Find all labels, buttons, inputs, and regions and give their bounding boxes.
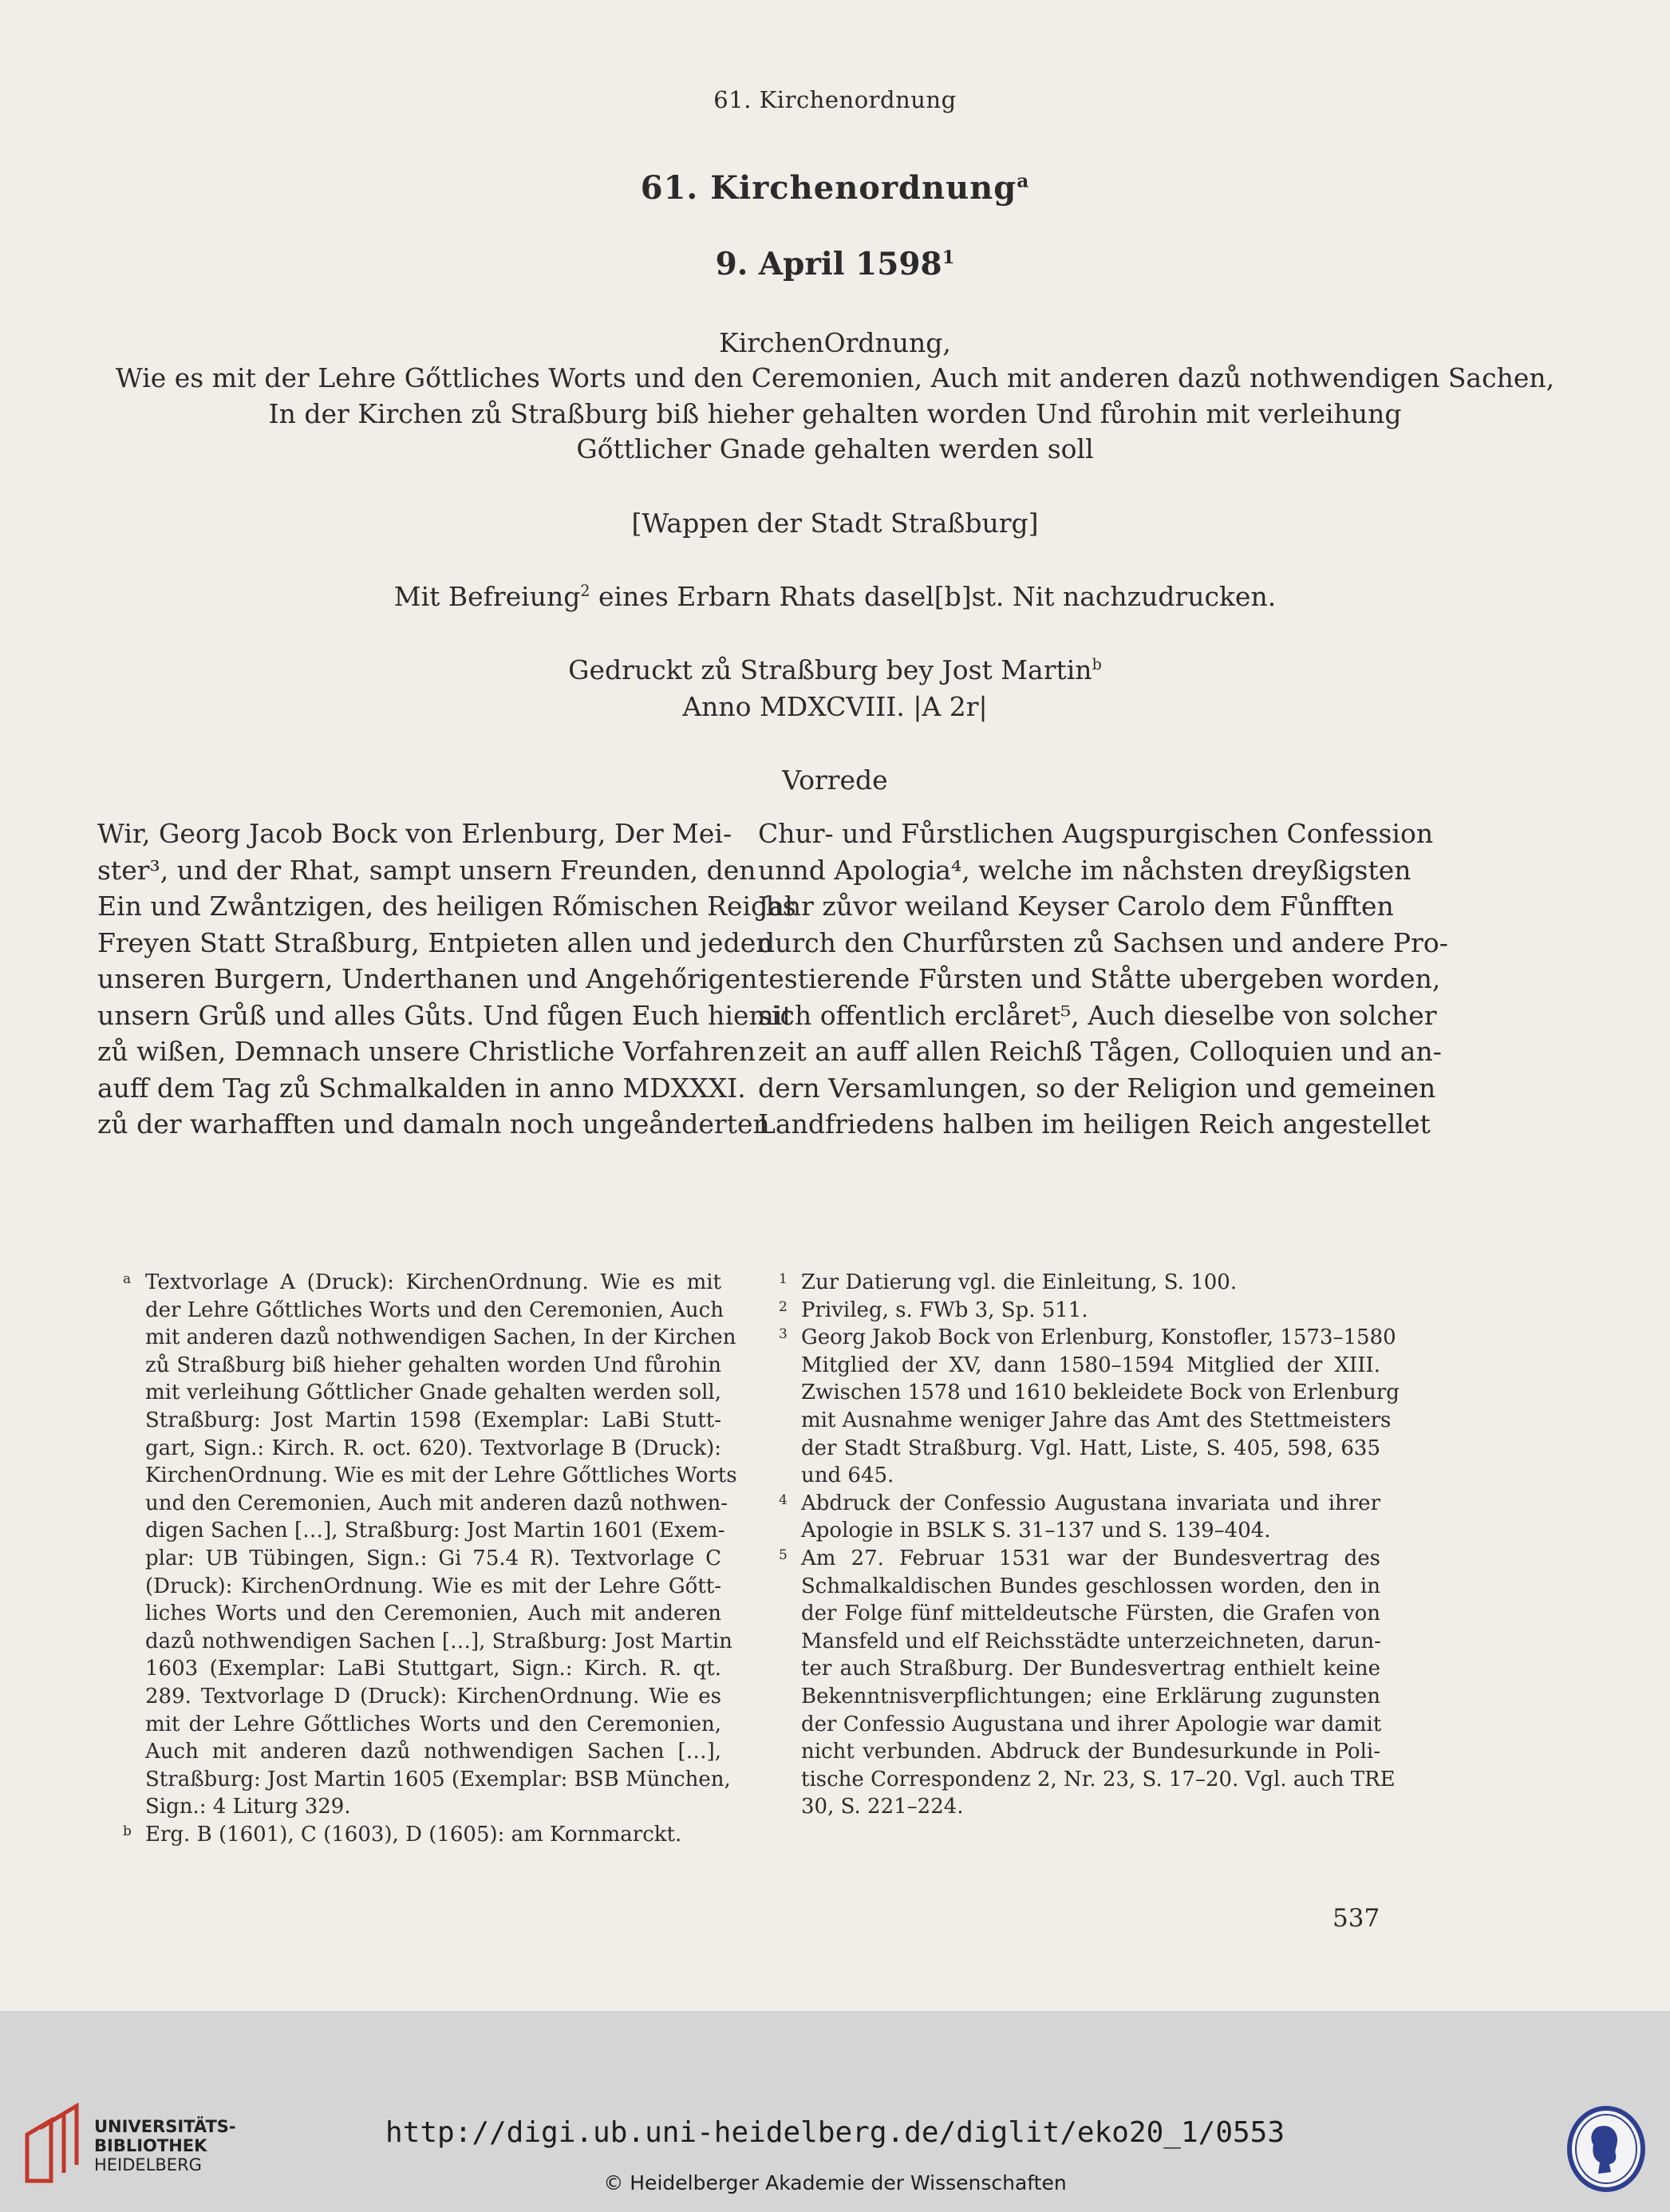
footnote-line: tische Correspondenz 2, Nr. 23, S. 17–20. Vgl. auch TRE	[801, 1767, 1396, 1791]
footnote-line: gart, Sign.: Kirch. R. oct. 620). Textvorlage B (Druck):	[145, 1436, 721, 1460]
footnote-line: liches Worts und den Ceremonien, Auch mit anderen	[145, 1602, 721, 1626]
body-line: ster³, und der Rhat, sampt unsern Freunden, den	[97, 854, 756, 886]
footnotes-right	[776, 1269, 1400, 1821]
footnote-line: Bekenntnisverpflichtungen; eine Erklärung zugunsten	[801, 1684, 1380, 1708]
imprint-year: Anno MDXCVIII. |A 2r|	[682, 691, 988, 722]
footnote	[776, 1490, 1380, 1545]
footnote	[776, 1297, 1380, 1325]
body-line: zů wißen, Demnach unsere Christliche Vorfahren	[97, 1036, 756, 1067]
footnote-line: Georg Jakob Bock von Erlenburg, Konstofler, 1573–1580	[801, 1325, 1396, 1350]
footnote-mark: 2	[779, 1298, 788, 1315]
footnote-mark: 1	[779, 1271, 788, 1287]
footnote-line: der Stadt Straßburg. Vgl. Hatt, Liste, S. 405, 598, 635	[801, 1436, 1380, 1460]
footnote-mark: 3	[779, 1326, 788, 1343]
footnote-line: 30, S. 221–224.	[801, 1795, 964, 1819]
footnote-mark: 5	[779, 1546, 788, 1563]
footnote-line: und den Ceremonien, Auch mit anderen dazů nothwen-	[145, 1491, 728, 1515]
footnote-line: zů Straßburg biß hieher gehalten worden Und fůrohin	[145, 1353, 721, 1377]
document-date: 9. April 1598$^1$	[715, 246, 955, 282]
footnote-line: Zwischen 1578 und 1610 bekleidete Bock von Erlenburg	[801, 1381, 1400, 1405]
title-page-line-2: Wie es mit der Lehre Gőttliches Worts und den Ceremonien, Auch mit anderen dazů nothwendigen Sachen,	[115, 362, 1555, 393]
footnotes-left	[120, 1269, 737, 1848]
footnote	[776, 1324, 1400, 1490]
footnote-line: Erg. B (1601), C (1603), D (1605): am Kornmarckt.	[145, 1822, 682, 1847]
body-line: Chur- und Fůrstlichen Augspurgischen Confession	[758, 818, 1434, 849]
footnote-line: dazů nothwendigen Sachen […], Straßburg: Jost Martin	[145, 1629, 732, 1653]
footnote-line: der Confessio Augustana und ihrer Apologie war damit	[801, 1712, 1382, 1736]
body-line: Ein und Zwåntzigen, des heiligen Rőmischen Reichs	[97, 891, 796, 922]
footnote-line: und 645.	[801, 1463, 894, 1488]
body-line: Wir, Georg Jacob Bock von Erlenburg, Der Mei-	[97, 818, 732, 849]
body-line: zeit an auff allen Reichß Tågen, Colloquien und an-	[758, 1036, 1442, 1067]
footnote-line: (Druck): KirchenOrdnung. Wie es mit der Lehre Gőtt-	[145, 1574, 721, 1598]
footnote-line: Mansfeld und elf Reichsstädte unterzeichneten, darun-	[801, 1629, 1381, 1653]
footnote-line: mit Ausnahme weniger Jahre das Amt des Stettmeisters	[801, 1408, 1392, 1432]
preface-heading: Vorrede	[782, 764, 888, 796]
date-note-mark: 1	[942, 247, 955, 268]
body-column-left	[97, 816, 796, 1143]
academy-seal-icon	[1566, 2105, 1646, 2193]
copyright-notice: © Heidelberger Akademie der Wissenschaften	[603, 2171, 1067, 2194]
body-line: testierende Fůrsten und Ståtte ubergeben worden,	[758, 963, 1441, 994]
body-line: Freyen Statt Straßburg, Entpieten allen und jeden	[97, 926, 773, 958]
footnote-line: der Lehre Gőttliches Worts und den Ceremonien, Auch	[145, 1298, 724, 1322]
footnote-line: 1603 (Exemplar: LaBi Stuttgart, Sign.: Kirch. R. qt.	[145, 1657, 721, 1681]
footnote-line: KirchenOrdnung. Wie es mit der Lehre Gőttliches Worts	[145, 1463, 737, 1488]
body-line: zů der warhafften und damaln noch ungeånderten	[97, 1108, 770, 1140]
footnote-line: nicht verbunden. Abdruck der Bundesurkunde in Poli-	[801, 1740, 1380, 1764]
footnote-line: Schmalkaldischen Bundes geschlossen worden, den in	[801, 1574, 1380, 1598]
library-name: UNIVERSITÄTS- BIBLIOTHEK HEIDELBERG	[94, 2117, 236, 2174]
body-line: Landfriedens halben im heiligen Reich angestellet	[758, 1108, 1431, 1140]
title-note-mark: a	[1017, 170, 1030, 192]
footnote-mark: a	[123, 1271, 132, 1287]
body-line: unseren Burgern, Underthanen und Angehőrigen	[97, 963, 758, 994]
footnote-line: Privileg, s. FWb 3, Sp. 511.	[801, 1298, 1088, 1322]
footnote-line: Textvorlage A (Druck): KirchenOrdnung. Wie es mit	[145, 1270, 721, 1294]
body-line: dern Versamlungen, so der Religion und gemeinen	[758, 1072, 1436, 1104]
privilege-note-mark: 2	[580, 582, 590, 600]
footnote-line: Abdruck der Confessio Augustana invariata und ihrer	[801, 1491, 1380, 1515]
footnote-line: Straßburg: Jost Martin 1605 (Exemplar: BSB München,	[145, 1767, 731, 1791]
footnote	[120, 1269, 737, 1821]
privilege-line: Mit Befreiung$^2$ eines Erbarn Rhats dasel[b]st. Nit nachzudrucken.	[393, 581, 1277, 612]
running-head: 61. Kirchenordnung	[713, 86, 957, 113]
footnote-line: plar: UB Tübingen, Sign.: Gi 75.4 R). Textvorlage C	[145, 1546, 721, 1570]
printer-note-mark: b	[1092, 655, 1102, 673]
body-line: unnd Apologia⁴, welche im nåchsten dreyßigsten	[758, 854, 1411, 886]
footnote-line: Am 27. Februar 1531 war der Bundesvertrag des	[801, 1546, 1380, 1570]
body-line: durch den Churfůrsten zů Sachsen und andere Pro-	[758, 926, 1448, 958]
body-line: unsern Grůß und alles Gůts. Und fůgen Euch hiemit	[97, 999, 793, 1031]
body-line: sich offentlich erclåret⁵, Auch dieselbe von solcher	[758, 999, 1437, 1031]
footnote	[120, 1821, 721, 1849]
document-title: 61. Kirchenordnung$^a$	[640, 169, 1030, 207]
footnote-line: ter auch Straßburg. Der Bundesvertrag enthielt keine	[801, 1657, 1380, 1681]
footnote	[776, 1269, 1380, 1297]
body-column-right	[758, 816, 1448, 1143]
footnote-mark: 4	[779, 1491, 788, 1508]
coat-of-arms-note: [Wappen der Stadt Straßburg]	[631, 508, 1039, 539]
printer-line: Gedruckt zů Straßburg bey Jost Martin$^b$	[568, 654, 1102, 685]
title-page-line-1: KirchenOrdnung,	[719, 327, 951, 358]
footnote-line: Apologie in BSLK S. 31–137 und S. 139–404.	[801, 1519, 1271, 1543]
footnote-line: Auch mit anderen dazů nothwendigen Sachen […],	[145, 1740, 721, 1764]
footnote-line: Sign.: 4 Liturg 329.	[145, 1795, 351, 1819]
page-number: 537	[1332, 1904, 1380, 1933]
body-line: auff dem Tag zů Schmalkalden in anno MDXXXI.	[97, 1072, 746, 1104]
footnote-line: Zur Datierung vgl. die Einleitung, S. 100.	[801, 1270, 1238, 1294]
footnote-line: mit anderen dazů nothwendigen Sachen, In der Kirchen	[145, 1325, 736, 1350]
document-url-link[interactable]: http://digi.ub.uni-heidelberg.de/diglit/eko20_1/0553	[385, 2116, 1285, 2149]
title-page-line-4: Gőttlicher Gnade gehalten werden soll	[576, 433, 1094, 464]
footnote-line: 289. Textvorlage D (Druck): KirchenOrdnung. Wie es	[145, 1684, 721, 1708]
body-line: Jahr zůvor weiland Keyser Carolo dem Fůnfften	[758, 891, 1394, 922]
footnote-line: mit verleihung Gőttlicher Gnade gehalten werden soll,	[145, 1381, 721, 1405]
footnote-line: mit der Lehre Gőttliches Worts und den Ceremonien,	[145, 1712, 721, 1736]
footnote-line: digen Sachen […], Straßburg: Jost Martin 1601 (Exem-	[145, 1519, 725, 1543]
footnote-line: der Folge fünf mitteldeutsche Fürsten, die Grafen von	[801, 1602, 1380, 1626]
footnote-line: Mitglied der XV, dann 1580–1594 Mitglied der XIII.	[801, 1353, 1380, 1377]
footnote-mark: b	[123, 1823, 132, 1839]
footnote-line: Straßburg: Jost Martin 1598 (Exemplar: LaBi Stutt-	[145, 1408, 721, 1432]
footnote	[776, 1545, 1396, 1821]
title-page-line-3: In der Kirchen zů Straßburg biß hieher gehalten worden Und fůrohin mit verleihung	[268, 398, 1402, 429]
